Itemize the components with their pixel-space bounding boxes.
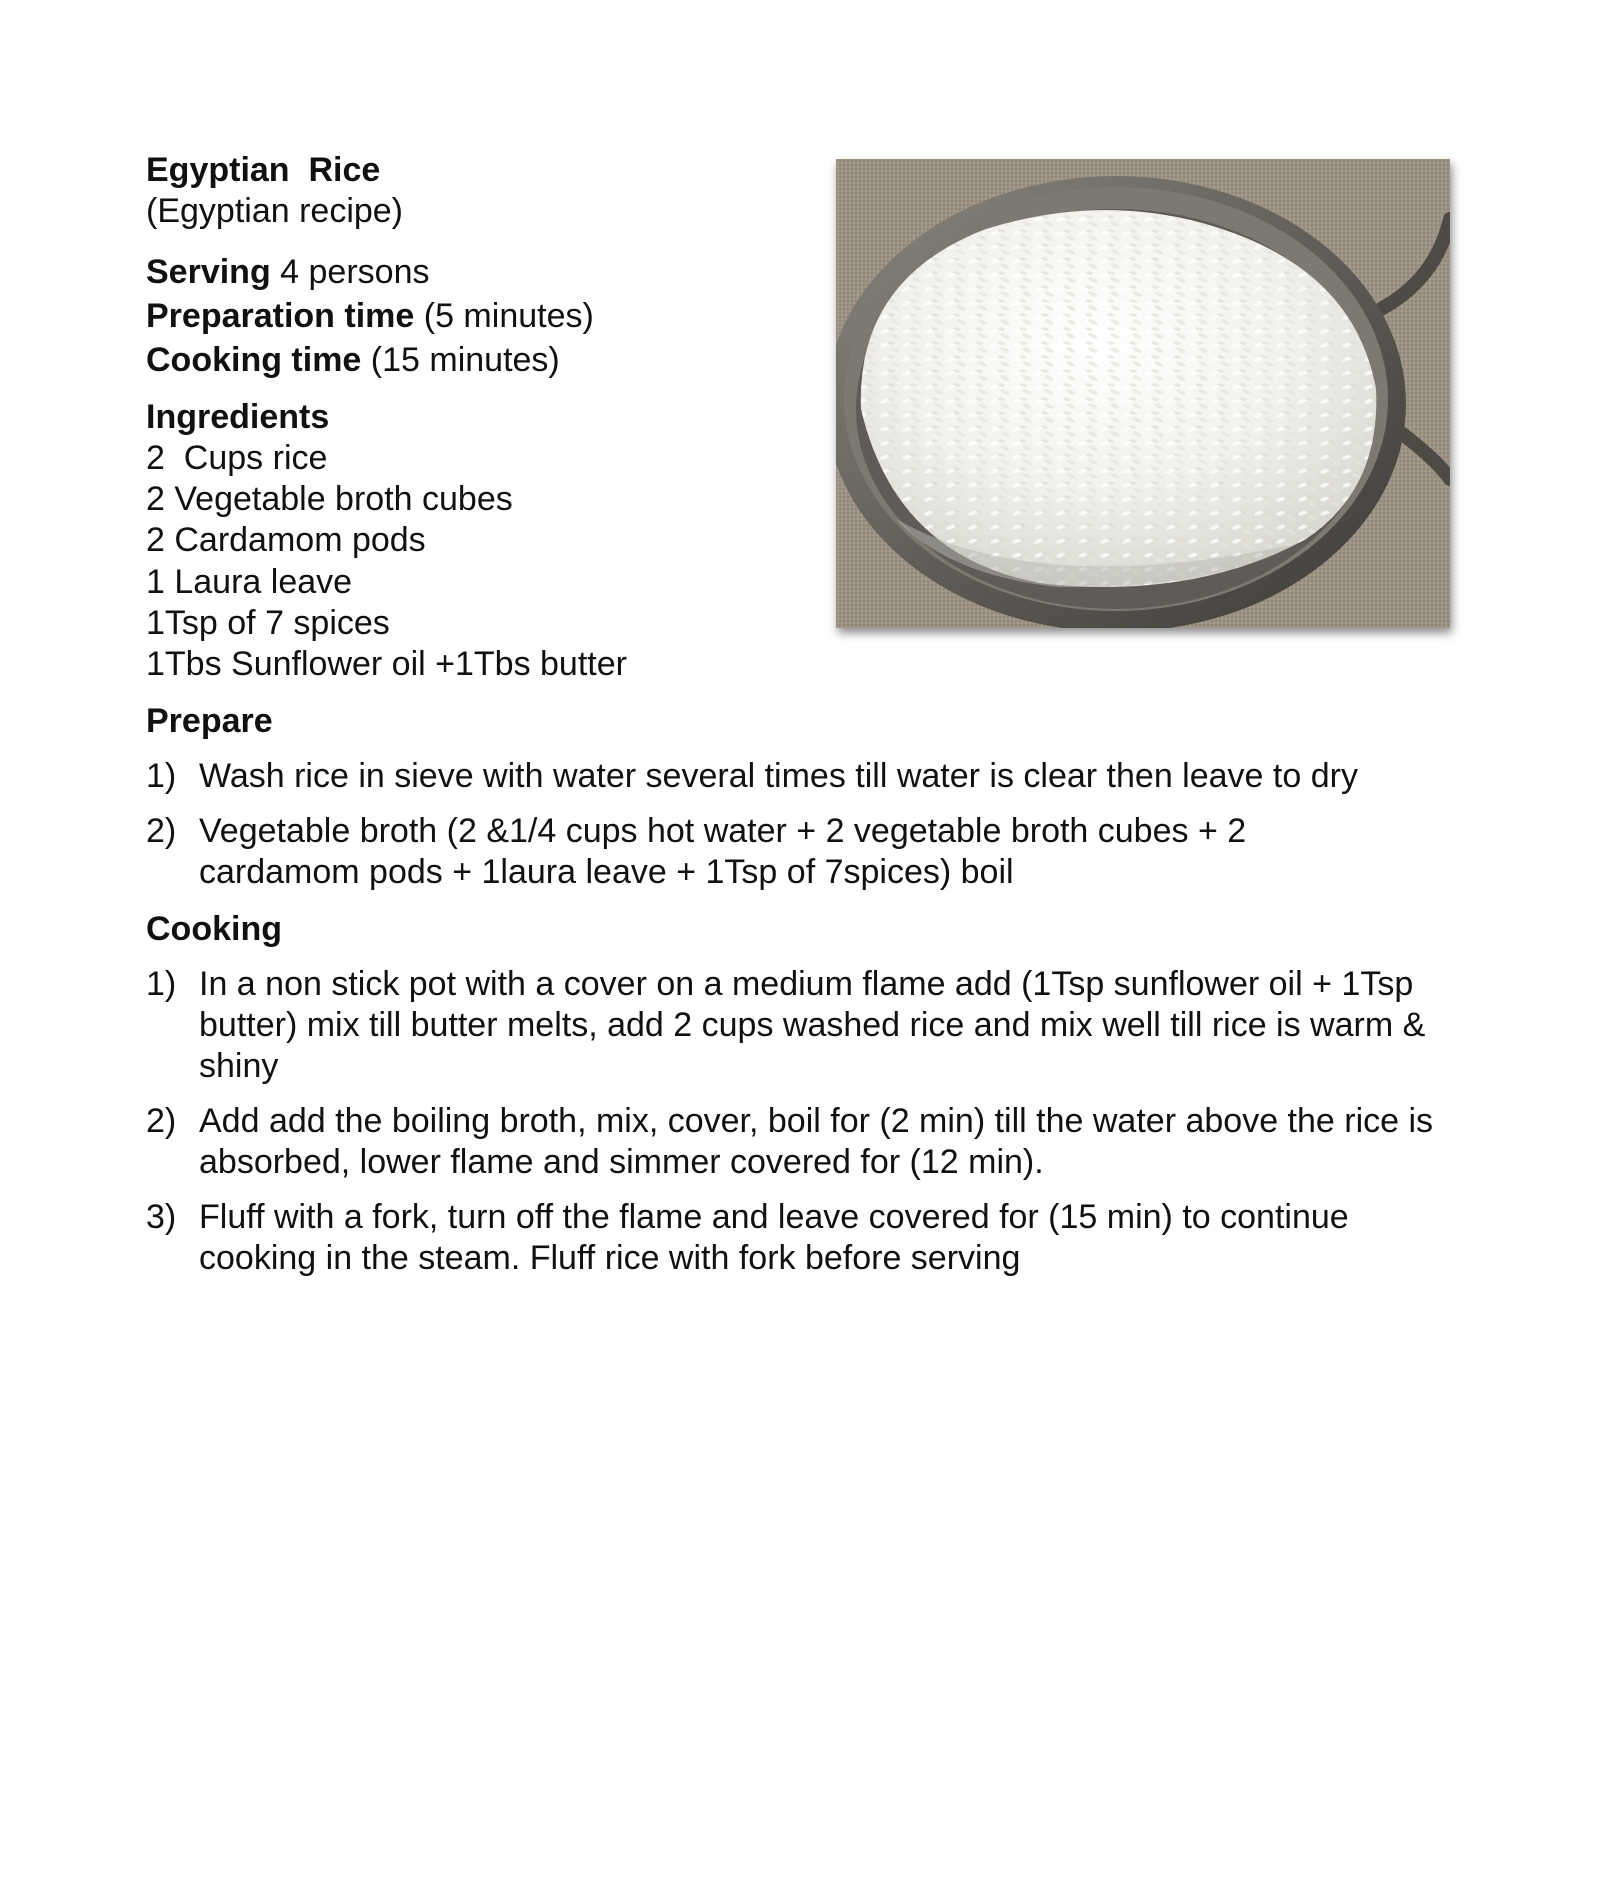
ingredient-item: 2 Cups rice <box>146 439 328 477</box>
ingredient-item: 2 Vegetable broth cubes <box>146 480 513 519</box>
prepare-steps <box>146 756 1446 893</box>
serving-line <box>146 250 594 294</box>
ingredient-item: 1Tbs Sunflower oil +1Tbs butter <box>146 645 627 684</box>
cooking-heading: Cooking <box>146 910 282 948</box>
ingredient-item: 1Tsp of 7 spices <box>146 603 390 642</box>
list-item <box>146 1101 1446 1183</box>
step-number: 2) <box>146 812 177 850</box>
recipe-title: Egyptian Rice <box>146 151 381 189</box>
ingredient-item: 1 Laura leave <box>146 562 353 601</box>
cook-time-line <box>146 338 594 382</box>
list-item <box>146 964 1446 1087</box>
prep-time-line <box>146 294 594 338</box>
step-text: Vegetable broth (2 &1/4 cups hot water + 2 vegetable broth cubes + 2 cardamom pods + 1laura leave + 1Tsp of 7spices) boil <box>199 812 1247 891</box>
step-text: Wash rice in sieve with water several times till water is clear then leave to dry <box>199 757 1358 795</box>
list-item <box>146 756 1446 797</box>
step-text: Add add the boiling broth, mix, cover, boil for (2 min) till the water above the rice is absorbed, lower flame and simmer covered for (12 min). <box>199 1102 1434 1181</box>
ingredients-section <box>146 396 627 685</box>
list-item <box>146 1197 1446 1279</box>
cook-time-value: (15 minutes) <box>361 341 560 379</box>
recipe-meta <box>146 250 594 382</box>
serving-value: 4 persons <box>270 253 430 291</box>
step-text: In a non stick pot with a cover on a medium flame add (1Tsp sunflower oil + 1Tsp butter) mix till butter melts, add 2 cups washed rice and mix well till rice is warm & shiny <box>199 965 1426 1085</box>
step-number: 3) <box>146 1198 177 1236</box>
title-block <box>146 150 403 232</box>
cook-time-label: Cooking time <box>146 341 362 379</box>
list-item <box>146 811 1446 893</box>
rice-bowl-photo <box>836 159 1450 628</box>
ingredient-item: 2 Cardamom pods <box>146 521 426 560</box>
cooking-steps <box>146 964 1446 1279</box>
step-number: 1) <box>146 965 177 1003</box>
ingredients-heading: Ingredients <box>146 398 330 436</box>
step-number: 1) <box>146 757 177 795</box>
step-text: Fluff with a fork, turn off the flame and leave covered for (15 min) to continue cooking in the steam. Fluff rice with fork before serving <box>199 1198 1349 1277</box>
step-number: 2) <box>146 1102 177 1140</box>
prepare-heading: Prepare <box>146 702 273 740</box>
prep-time-label: Preparation time <box>146 297 415 335</box>
serving-label: Serving <box>146 253 271 291</box>
prep-time-value: (5 minutes) <box>414 297 594 335</box>
recipe-subtitle: (Egyptian recipe) <box>146 192 404 230</box>
